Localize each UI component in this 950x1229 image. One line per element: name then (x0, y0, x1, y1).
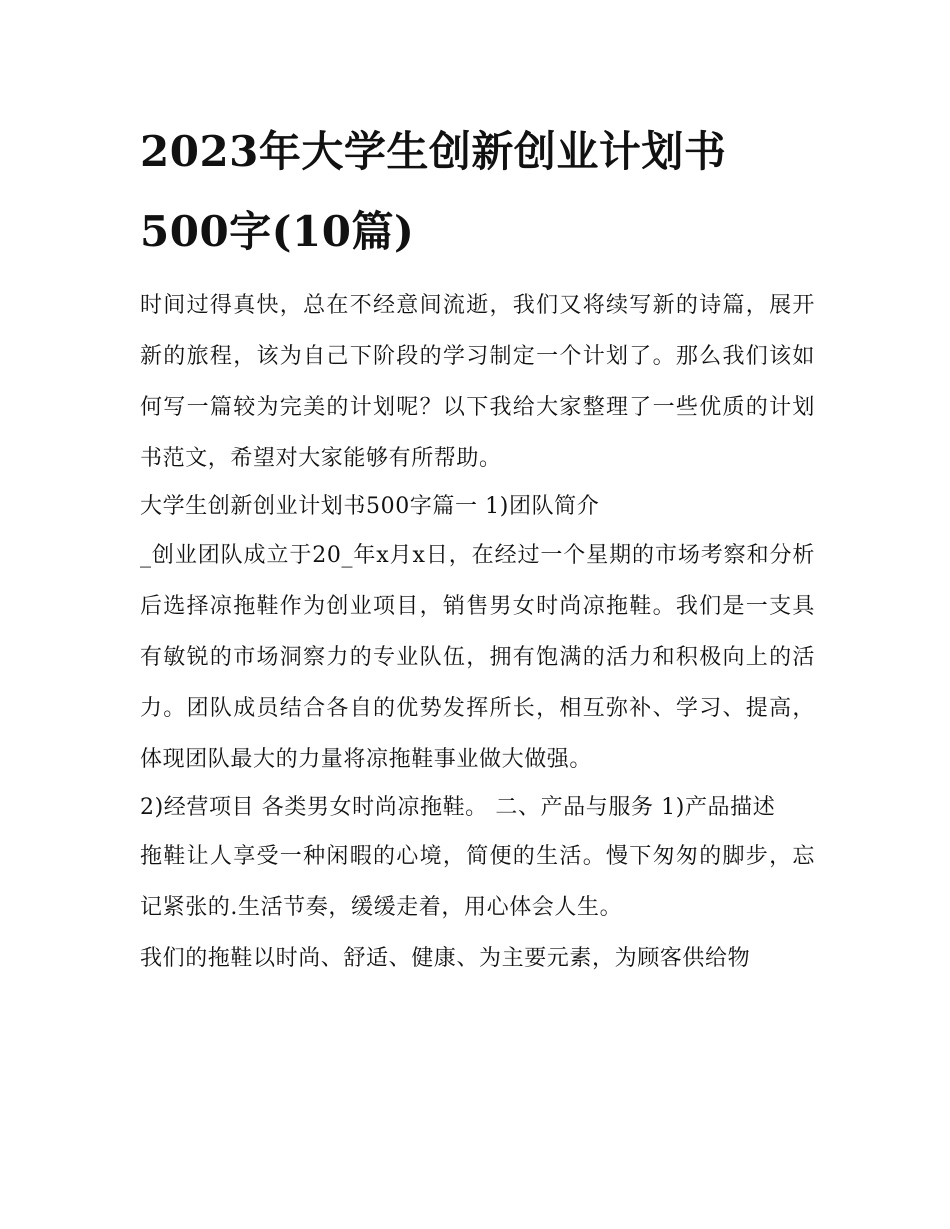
intro-paragraph: 时间过得真快，总在不经意间流逝，我们又将续写新的诗篇，展开新的旅程，该为自己下阶段的学习制定一个计划了。那么我们该如何写一篇较为完美的计划呢？以下我给大家整理了一些优质的计划书范文，希望对大家能够有所帮助。 (140, 293, 815, 471)
product-elements-paragraph: 我们的拖鞋以时尚、舒适、健康、为主要元素，为顾客供给物 (140, 946, 751, 971)
section-heading-team: 大学生创新创业计划书500字篇一 1)团队简介 (140, 494, 600, 519)
document-page (140, 112, 815, 984)
product-description-paragraph: 拖鞋让人享受一种闲暇的心境，简便的生活。慢下匆匆的脚步，忘记紧张的.生活节奏，缓缓走着，用心体会人生。 (140, 844, 815, 920)
document-title: 2023年大学生创新创业计划书500字(10篇) (140, 127, 727, 256)
team-paragraph: _创业团队成立于20_年x月x日，在经过一个星期的市场考察和分析后选择凉拖鞋作为创业项目，销售男女时尚凉拖鞋。我们是一支具有敏锐的市场洞察力的专业队伍，拥有饱满的活力和积极向上的活力。团队成员结合各自的优势发挥所长，相互弥补、学习、提高，体现团队最大的力量将凉拖鞋事业做大做强。 (140, 543, 815, 772)
business-project-paragraph: 2)经营项目 各类男女时尚凉拖鞋。 二、产品与服务 1)产品描述 (140, 795, 776, 820)
